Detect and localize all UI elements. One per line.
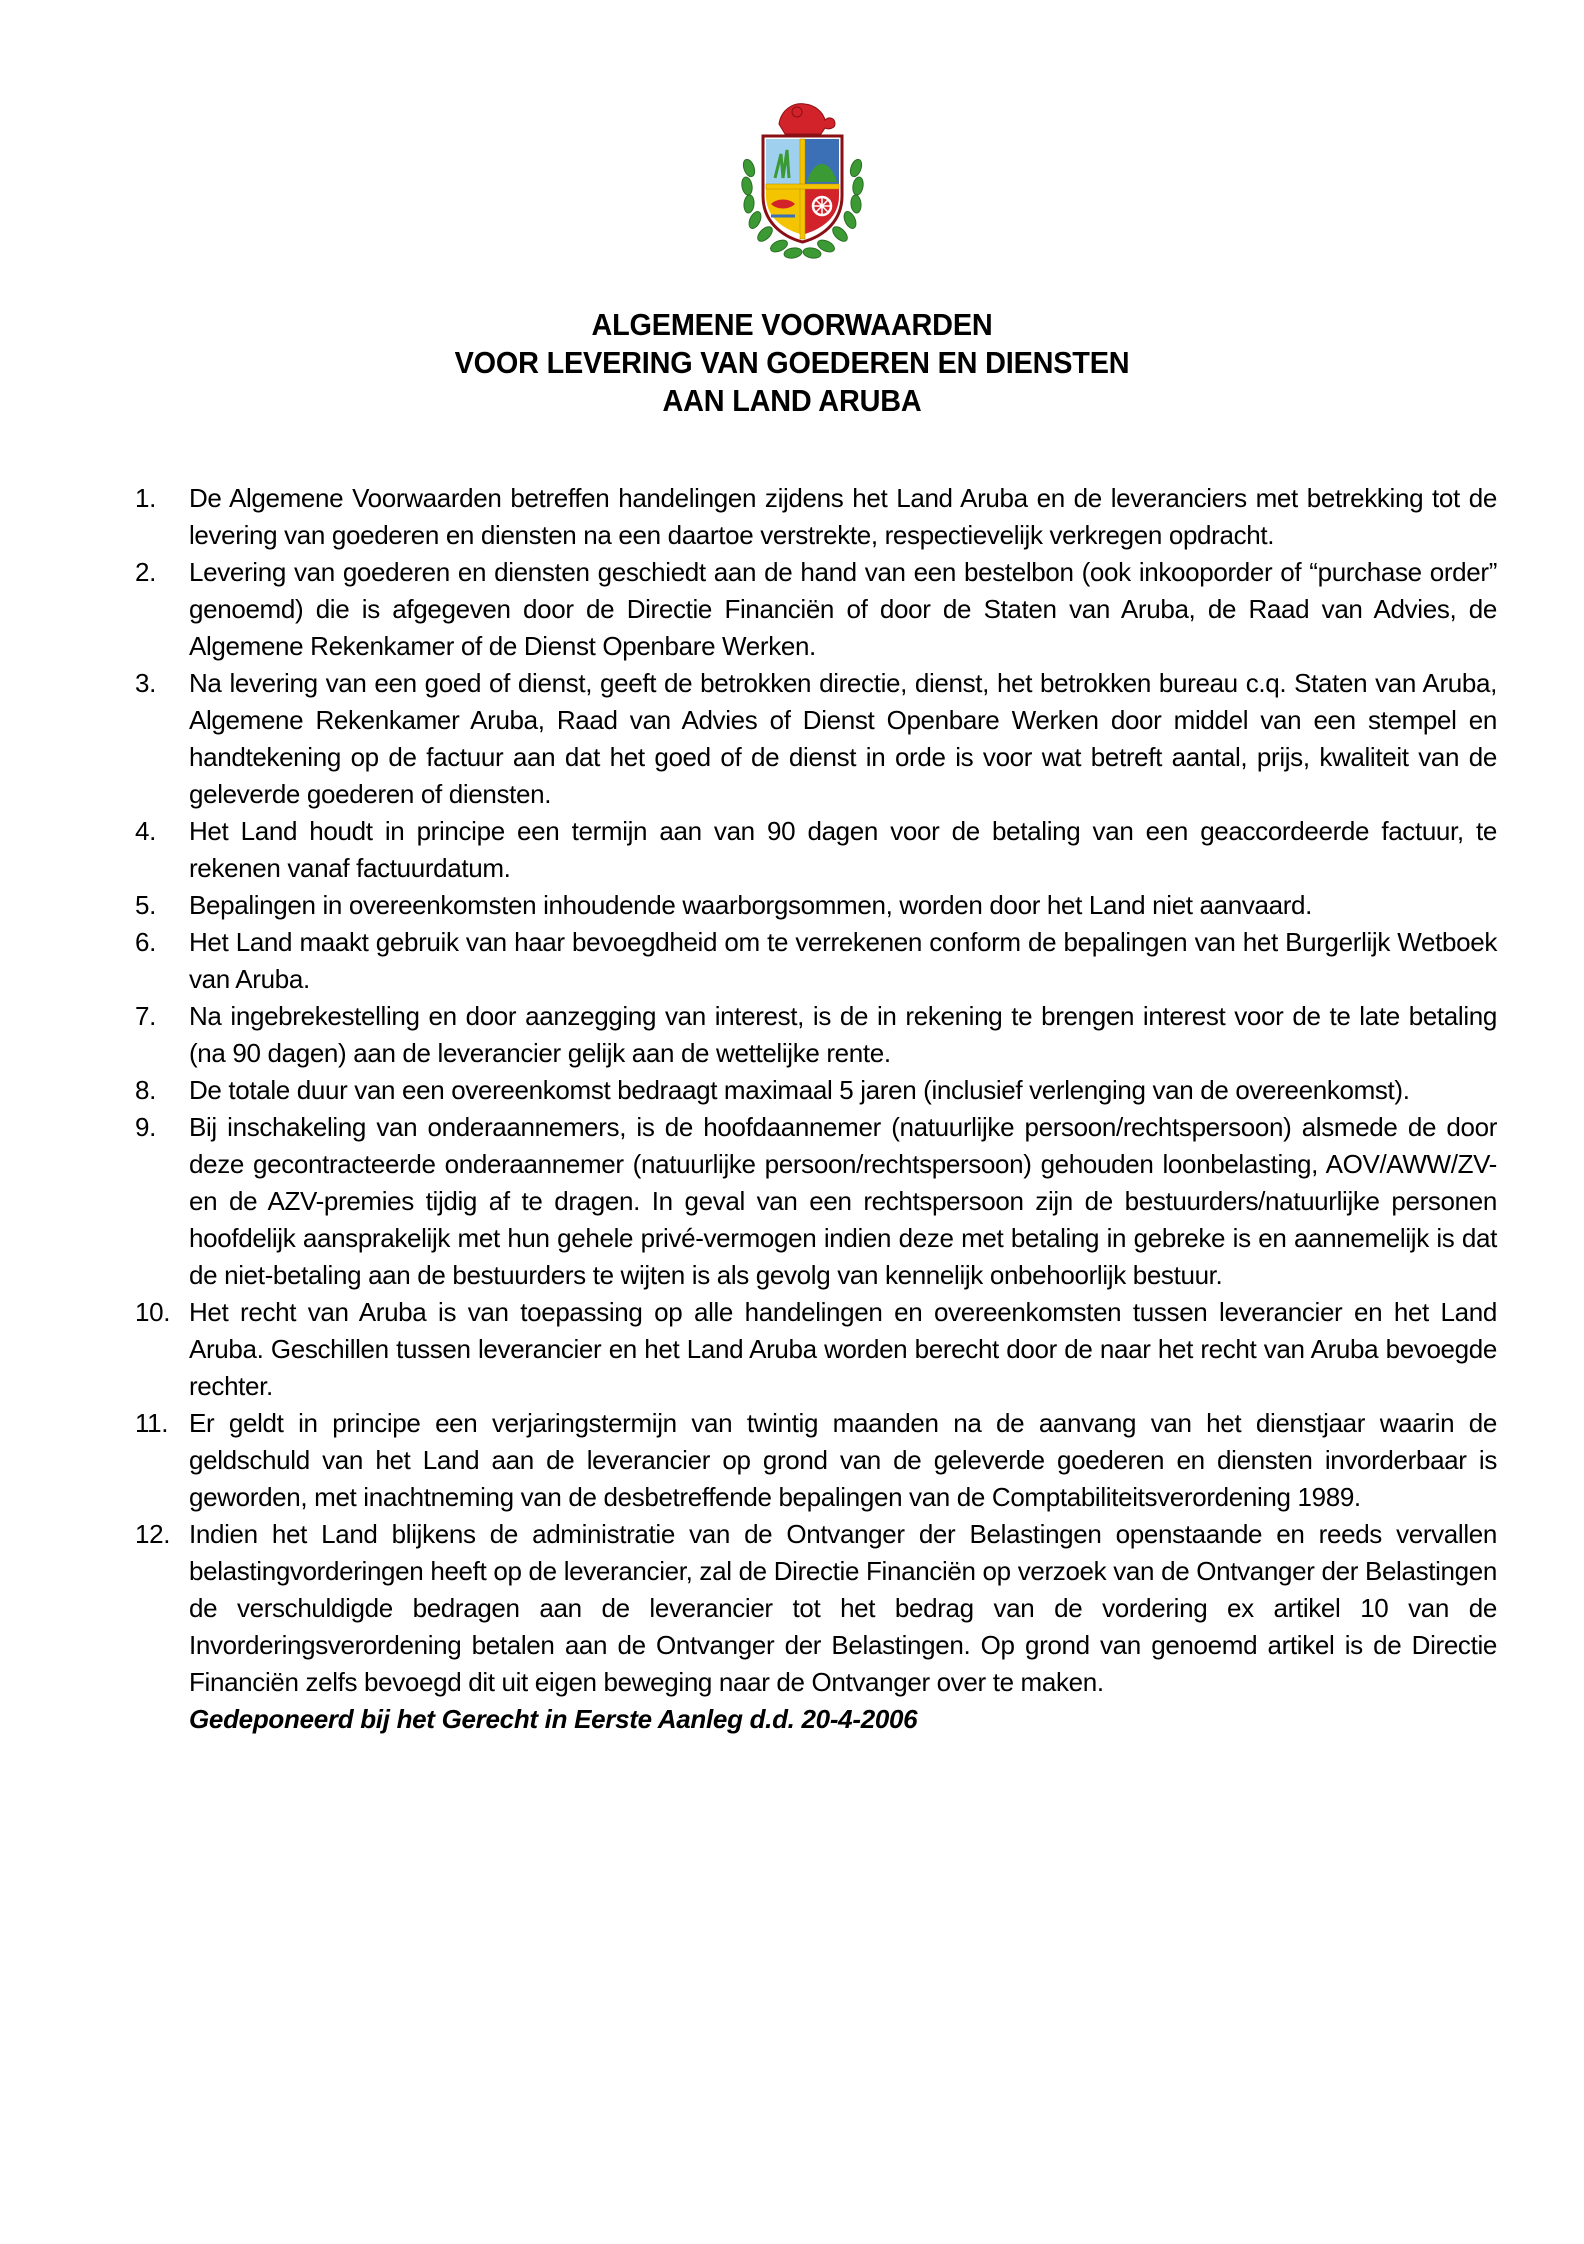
term-number: 2. (135, 557, 156, 587)
term-text: Na levering van een goed of dienst, geeft de betrokken directie, dienst, het betrokken bureau c.q. Staten van Aruba, Algemene Rekenkamer Aruba, Raad van Advies of Dienst Openbare Werken door middel van een stempel en handtekening op de factuur aan dat het goed of de dienst in orde is voor wat betreft aantal, prijs, kwaliteit van de geleverde goederen of diensten. (189, 668, 1497, 809)
term-item (135, 665, 1497, 813)
term-item (135, 554, 1497, 665)
aruba-coat-of-arms-icon (741, 98, 864, 262)
term-item (135, 1405, 1497, 1516)
term-item (135, 887, 1497, 924)
title-line-3: AAN LAND ARUBA (662, 383, 922, 418)
term-item (135, 1294, 1497, 1405)
term-text: Indien het Land blijkens de administratie van de Ontvanger der Belastingen openstaande en reeds vervallen belastingvorderingen heeft op de leverancier, zal de Directie Financiën op verzoek van de Ontvanger der Belastingen de verschuldigde bedragen aan de leverancier tot het bedrag van de vordering ex artikel 10 van de Invorderingsverordening betalen aan de Ontvanger der Belastingen. Op grond van genoemd artikel is de Directie Financiën zelfs bevoegd dit uit eigen beweging naar de Ontvanger over te maken. (189, 1519, 1497, 1697)
term-number: 5. (135, 890, 156, 920)
term-text: Het recht van Aruba is van toepassing op alle handelingen en overeenkomsten tussen leverancier en het Land Aruba. Geschillen tussen leverancier en het Land Aruba worden berecht door de naar het recht van Aruba bevoegde rechter. (189, 1297, 1497, 1401)
term-number: 4. (135, 816, 156, 846)
deposit-note: Gedeponeerd bij het Gerecht in Eerste Aanleg d.d. 20-4-2006 (189, 1704, 918, 1734)
term-text: Levering van goederen en diensten geschiedt aan de hand van een bestelbon (ook inkooporder of “purchase order” genoemd) die is afgegeven door de Directie Financiën of door de Staten van Aruba, de Raad van Advies, de Algemene Rekenkamer of de Dienst Openbare Werken. (189, 557, 1497, 661)
term-number: 10. (135, 1297, 171, 1327)
term-text: Het Land houdt in principe een termijn aan van 90 dagen voor de betaling van een geaccordeerde factuur, te rekenen vanaf factuurdatum. (189, 816, 1497, 883)
term-number: 1. (135, 483, 156, 513)
term-text: Bepalingen in overeenkomsten inhoudende waarborgsommen, worden door het Land niet aanvaard. (189, 890, 1313, 920)
term-item (135, 998, 1497, 1072)
term-text: Bij inschakeling van onderaannemers, is de hoofdaannemer (natuurlijke persoon/rechtspersoon) alsmede de door deze gecontracteerde onderaannemer (natuurlijke persoon/rechtspersoon) gehouden loonbelasting, AOV/AWW/ZV- en de AZV-premies tijdig af te dragen. In geval van een rechtspersoon zijn de bestuurders/natuurlijke personen hoofdelijk aansprakelijk met hun gehele privé-vermogen indien deze met betaling in gebreke is en aannemelijk is dat de niet-betaling aan de bestuurders te wijten is als gevolg van kennelijk onbehoorlijk bestuur. (189, 1112, 1497, 1290)
terms-list (135, 480, 1497, 1701)
title-line-1: ALGEMENE VOORWAARDEN (591, 307, 993, 342)
term-item (135, 813, 1497, 887)
term-number: 8. (135, 1075, 156, 1105)
document-title (0, 306, 1584, 420)
term-text: De Algemene Voorwaarden betreffen handelingen zijdens het Land Aruba en de leveranciers met betrekking tot de levering van goederen en diensten na een daartoe verstrekte, respectievelijk verkregen opdracht. (189, 483, 1497, 550)
title-line-2: VOOR LEVERING VAN GOEDEREN EN DIENSTEN (454, 345, 1130, 380)
term-text: Het Land maakt gebruik van haar bevoegdheid om te verrekenen conform de bepalingen van het Burgerlijk Wetboek van Aruba. (189, 927, 1497, 994)
term-item (135, 1072, 1497, 1109)
term-number: 6. (135, 927, 156, 957)
term-item (135, 1109, 1497, 1294)
term-number: 3. (135, 668, 156, 698)
term-number: 9. (135, 1112, 156, 1142)
term-number: 7. (135, 1001, 156, 1031)
term-item (135, 924, 1497, 998)
term-text: De totale duur van een overeenkomst bedraagt maximaal 5 jaren (inclusief verlenging van de overeenkomst). (189, 1075, 1410, 1105)
term-number: 12. (135, 1519, 171, 1549)
term-text: Er geldt in principe een verjaringstermijn van twintig maanden na de aanvang van het dienstjaar waarin de geldschuld van het Land aan de leverancier op grond van de geleverde goederen en diensten invorderbaar is geworden, met inachtneming van de desbetreffende bepalingen van de Comptabiliteitsverordening 1989. (189, 1408, 1497, 1512)
term-item (135, 480, 1497, 554)
term-number: 11. (135, 1408, 169, 1438)
term-text: Na ingebrekestelling en door aanzegging van interest, is de in rekening te brengen interest voor de te late betaling (na 90 dagen) aan de leverancier gelijk aan de wettelijke rente. (189, 1001, 1497, 1068)
term-item (135, 1516, 1497, 1701)
